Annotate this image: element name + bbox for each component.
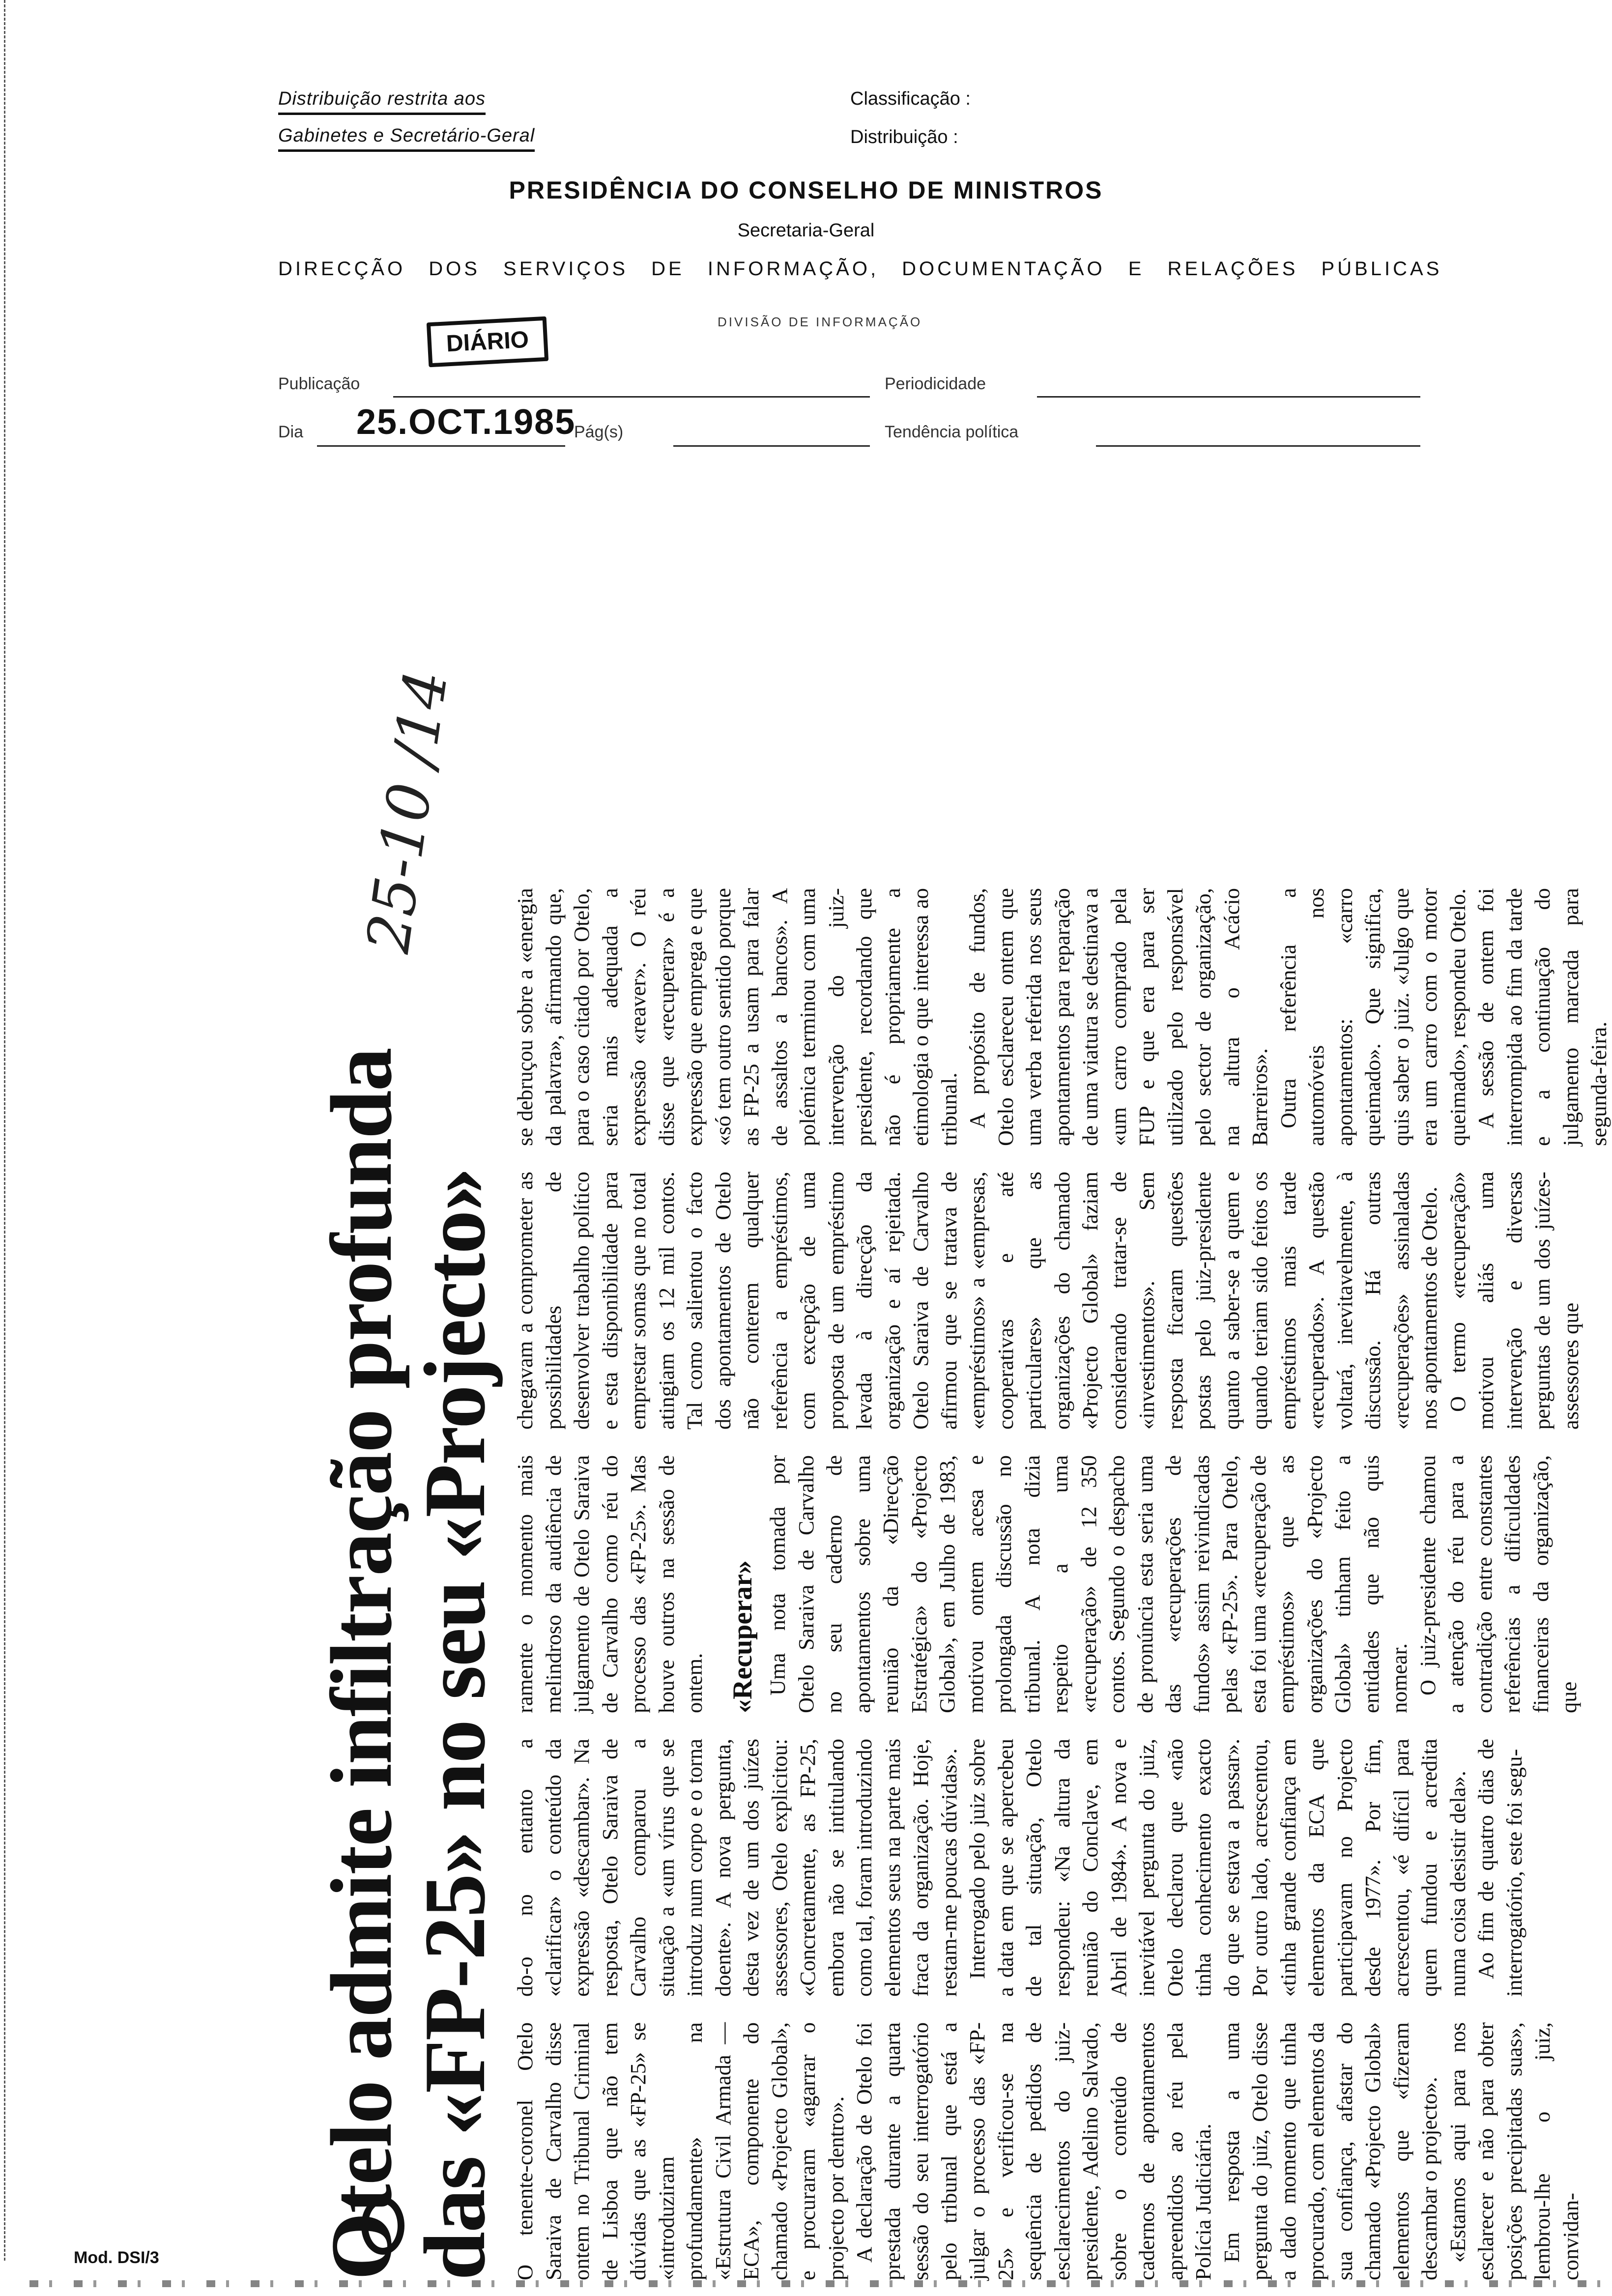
- article-column-3: [511, 1455, 1612, 1713]
- date-stamp: 25.OCT.1985: [356, 402, 576, 442]
- periodicity-label: Periodicidade: [885, 374, 986, 393]
- pages-field[interactable]: [673, 445, 870, 447]
- paragraph: chegavam a comprometer as possibilidades de desenvolver trabalho político e esta disponibilidade para emprestar somas que no total atingiam os 12 mil contos. Tal como salientou o facto dos apontamentos de Otelo não conterem qualquer referência a empréstimos, com excepção de uma proposta de um empréstimo levada à direcção da organização e aí rejeitada. Otelo Saraiva de Carvalho afirmou que se tratava de «empréstimos» a «empresas, cooperativas e até particulares» que as organizações do chamado «Projecto Global» faziam considerando tratar-se de «investimentos». Sem resposta ficaram questões postas pelo juiz-presidente quanto a saber-se a quem e quando teriam sido feitos os empréstimos mais tarde «recuperados». A questão voltará, inevitavelmente, à discussão. Há outras «recuperações» assinaladas nos apontamentos de Otelo.: [513, 1172, 1441, 1430]
- distribution-restriction-line1: Distribuição restrita aos: [278, 88, 486, 115]
- paragraph: Uma nota tomada por Otelo Saraiva de Carvalho no seu caderno de apontamentos sobre uma reunião da «Direcção Estratégica» do «Projecto Global», em Julho de 1983, motivou ontem acesa e prolongada discussão no tribunal. A nota dizia respeito a uma «recuperação» de 12 350 contos. Segundo o despacho de pronúncia esta seria uma das «recuperações de fundos» assim reivindicadas pelas «FP-25». Para Otelo, esta foi uma «recuperação de empréstimos» que as organizações do «Projecto Global» tinham feito a entidades que não quis nomear.: [765, 1455, 1411, 1713]
- paragraph: A propósito de fundos, Otelo esclareceu ontem que uma verba referida nos seus apontamentos para reparação de uma viatura se destinava a «um carro comprado pela FUP e que era para ser utilizado pelo responsável pelo sector de organização, na altura o Acácio Barreiros».: [965, 888, 1272, 1146]
- paragraph: Outra referência a automóveis nos apontamentos: «carro queimado». Que significa, quis saber o juiz. «Julgo que era um carro com o motor queimado», respondeu Otelo.: [1275, 888, 1470, 1146]
- paragraph: se debruçou sobre a «energia da palavra», afirmando que, para o caso citado por Otelo, seria mais adequada a expressão «reaver». O réu disse que «recuperar» é a expressão que emprega e que «só tem outro sentido porque as FP-25 a usam para falar de assaltos a bancos». A polémica terminou com uma intervenção do juiz-presidente, recordando que não é propriamente a etimologia o que interessa ao tribunal.: [513, 888, 961, 1146]
- scan-edge-noise: [29, 2280, 1602, 2287]
- paragraph: O termo «recuperação» motivou aliás uma intervenção e diversas perguntas de um dos juízes-assessores que: [1445, 1172, 1583, 1430]
- article-column-4: [511, 1172, 1612, 1430]
- left-margin-dashes: [4, 0, 7, 2261]
- article-column-1: [511, 2022, 1612, 2280]
- form-code: Mod. DSI/3: [74, 2248, 159, 2267]
- political-tendency-field[interactable]: [1096, 445, 1420, 447]
- diario-stamp: DIÁRIO: [427, 316, 548, 368]
- paragraph: Ao fim de quatro dias de interrogatório, este foi segu-: [1473, 1739, 1526, 1997]
- newspaper-clipping: [313, 487, 1611, 2280]
- paragraph: O tenente-coronel Otelo Saraiva de Carvalho disse ontem no Tribunal Criminal de Lisboa que não tem dúvidas que as «FP-25» se «introduziram profundamente» na «Estrutura Civil Armada — ECA», componente do chamado «Projecto Global», e procuraram «agarrar o projecto por dentro».: [513, 2022, 848, 2280]
- article-subheading: «Recuperar»: [727, 1560, 758, 1713]
- directorate-name: DIRECÇÃO DOS SERVIÇOS DE INFORMAÇÃO, DOCUMENTAÇÃO E RELAÇÕES PÚBLICAS: [278, 258, 1442, 280]
- page-subtitle: Secretaria-Geral: [737, 220, 875, 241]
- distribution-restriction-line2: Gabinetes e Secretário-Geral: [278, 125, 535, 152]
- paragraph: ramente o momento mais melindroso da audiência de julgamento de Otelo Saraiva de Carvalho como réu do processo das «FP-25». Mas houve outros na sessão de ontem.: [513, 1455, 707, 1713]
- headline-line-1: Otelo admite infiltração profunda: [313, 1048, 410, 2280]
- paragraph: A sessão de ontem foi interrompida ao fim da tarde e a continuação do julgamento marcada para segunda-feira.: [1473, 888, 1611, 1146]
- article-column-2: [511, 1739, 1612, 1997]
- paragraph: O juiz-presidente chamou a atenção do réu para a contradição entre constantes referências a dificuldades financeiras da organização, que: [1415, 1455, 1581, 1713]
- distribution-label: Distribuição :: [850, 127, 958, 147]
- page-title: PRESIDÊNCIA DO CONSELHO DE MINISTROS: [509, 176, 1103, 204]
- article-column-5: [511, 888, 1612, 1146]
- classification-label: Classificação :: [850, 88, 971, 109]
- political-tendency-label: Tendência política: [885, 423, 1019, 441]
- day-label: Dia: [278, 423, 304, 441]
- punch-hole-icon: [361, 2197, 404, 2255]
- article-body: [511, 487, 1612, 2280]
- periodicity-field[interactable]: [1037, 396, 1420, 398]
- paragraph: Interrogado pelo juiz sobre a data em que se apercebeu de tal situação, Otelo respondeu: «Na altura da reunião do Conclave, em Abril de 1984». A nova e inevitável pergunta do juiz, Otelo declarou que «não tinha conhecimento exacto do que se estava a passar». Por outro lado, acrescentou, «tinha grande confiança em elementos da ECA que participavam no Projecto desde 1977». Por fim, acrescentou, «é difícil para quem fundou e acredita numa coisa desistir dela».: [965, 1739, 1470, 1997]
- paragraph: A declaração de Otelo foi prestada durante a quarta sessão do seu interrogatório pelo tribunal que está a julgar o processo das «FP-25» e verificou-se na sequência de pedidos de esclarecimentos do juiz-presidente, Adelino Salvado, sobre o conteúdo de cadernos de apontamentos apreendidos ao réu pela Polícia Judiciária.: [852, 2022, 1215, 2280]
- paragraph: do-o no entanto a «clarificar» o conteúdo da expressão «descambar». Na resposta, Otelo Saraiva de Carvalho comparou a situação a «um vírus que se introduz num corpo e o torna doente». A nova pergunta, desta vez de um dos juízes assessores, Otelo explicitou: «Concretamente, as FP-25, embora não se intitulando como tal, foram introduzindo elementos seus na parte mais fraca da organização. Hoje, restam-me poucas dúvidas».: [513, 1739, 961, 1997]
- pages-label: Pág(s): [574, 423, 624, 441]
- division-name: DIVISÃO DE INFORMAÇÃO: [718, 315, 922, 329]
- day-field[interactable]: [317, 445, 565, 447]
- paragraph: Em resposta a uma pergunta do juiz, Otelo disse a dado momento que tinha procurado, com elementos da sua confiança, afastar do chamado «Projecto Global» elementos que «fizeram descambar o projecto».: [1219, 2022, 1441, 2280]
- paragraph: «Estamos aqui para nos esclarecer e não para obter posições precipitadas suas», lembrou-lhe o juiz, convidan-: [1445, 2022, 1583, 2280]
- handwritten-annotation: 25-10 /14: [354, 666, 461, 957]
- publication-label: Publicação: [278, 374, 360, 393]
- headline-line-2: das «FP-25» no seu «Projecto»: [406, 1168, 503, 2280]
- publication-field[interactable]: [393, 396, 870, 398]
